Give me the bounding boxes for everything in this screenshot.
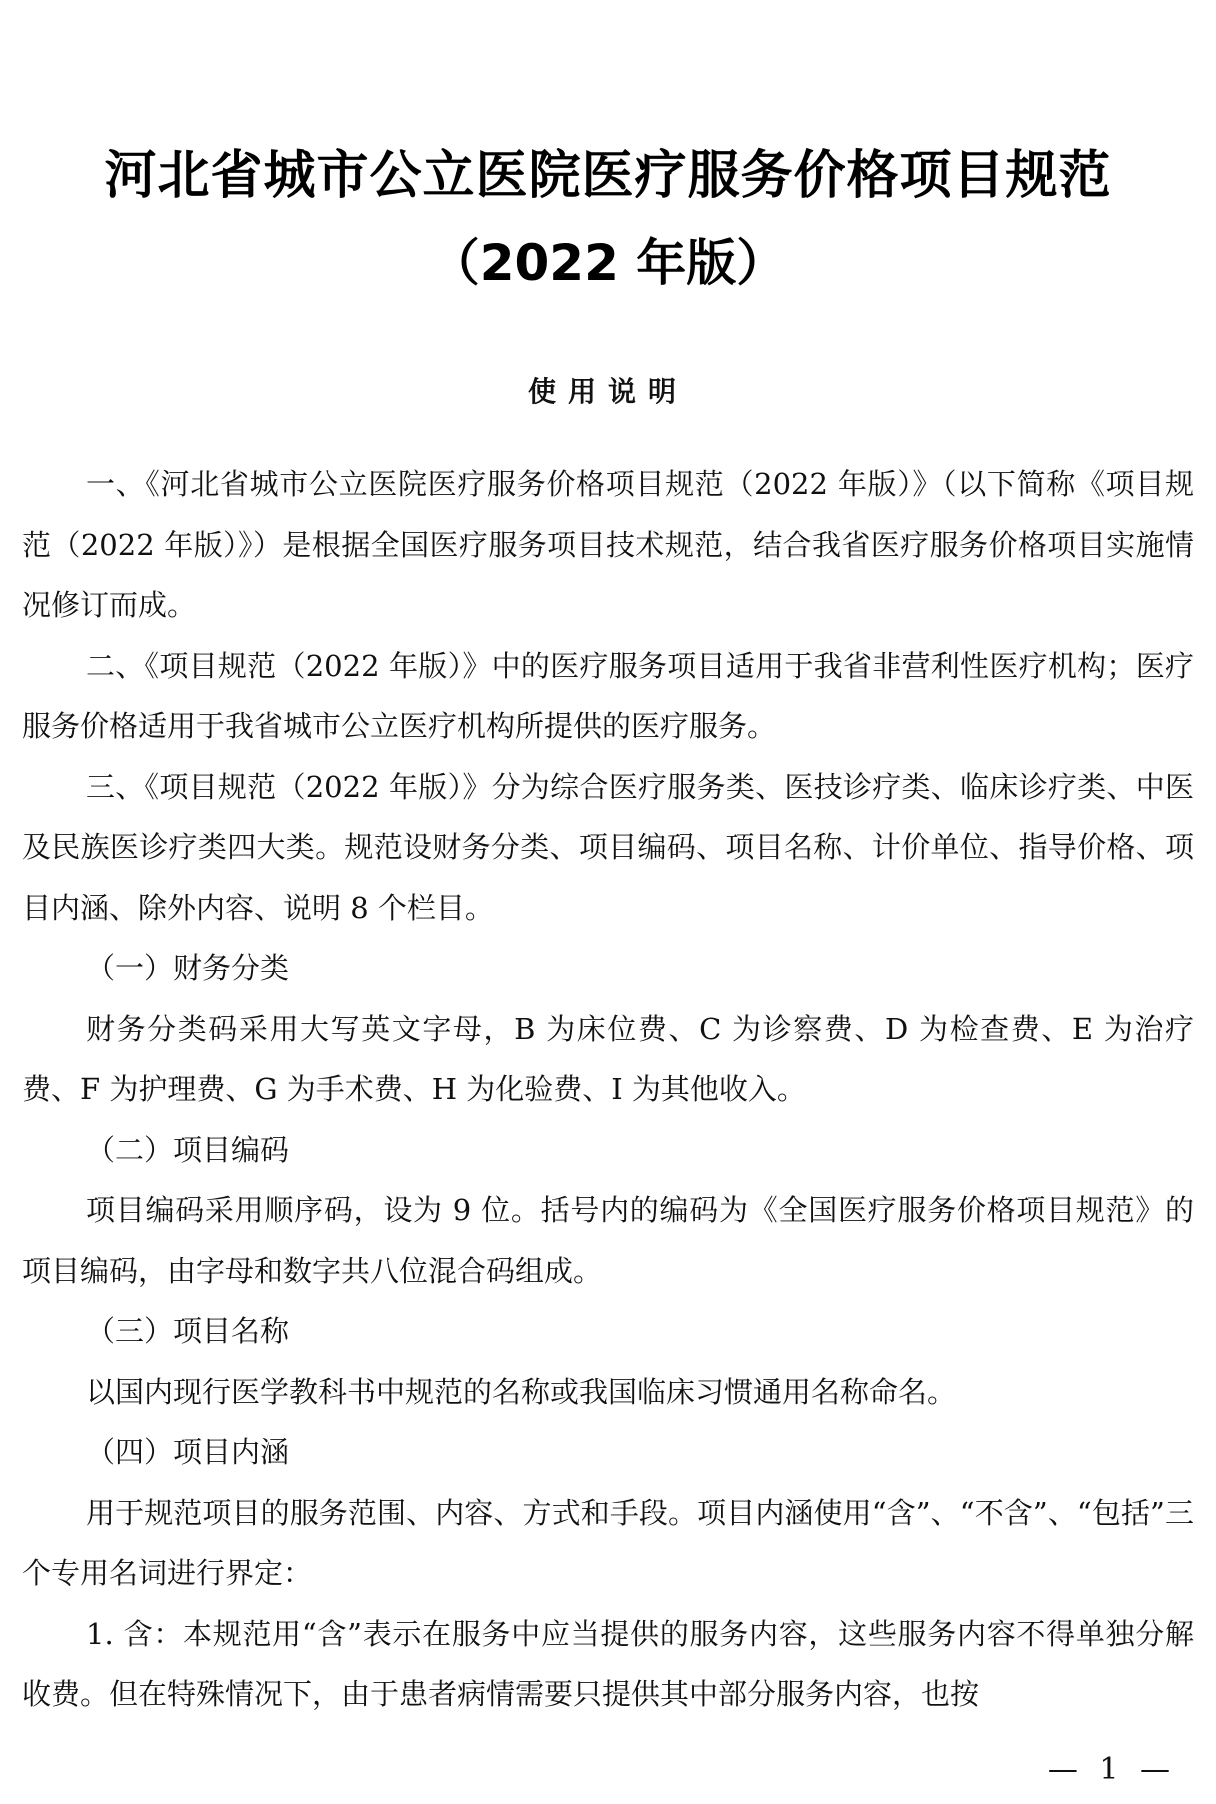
section-heading: 使用说明 xyxy=(527,375,688,408)
document-body xyxy=(22,454,1194,1725)
page-number: — 1 — xyxy=(1047,1752,1176,1787)
paragraph: 用于规范项目的服务范围、内容、方式和手段。项目内涵使用“含”、“不含”、“包括”三个专用名词进行界定： xyxy=(22,1495,1194,1590)
paragraph: 1. 含：本规范用“含”表示在服务中应当提供的服务内容，这些服务内容不得单独分解收费。但在特殊情况下，由于患者病情需要只提供其中部分服务内容，也按 xyxy=(22,1616,1194,1711)
paragraph: 项目编码采用顺序码，设为 9 位。括号内的编码为《全国医疗服务价格项目规范》的项目编码，由字母和数字共八位混合码组成。 xyxy=(22,1193,1194,1288)
paragraph: 一、《河北省城市公立医院医疗服务价格项目规范（2022 年版）》（以下简称《项目规范（2022 年版）》）是根据全国医疗服务项目技术规范，结合我省医疗服务价格项目实施情况修订而成。 xyxy=(22,467,1194,622)
paragraph: 三、《项目规范（2022 年版）》分为综合医疗服务类、医技诊疗类、临床诊疗类、中医及民族医诊疗类四大类。规范设财务分类、项目编码、项目名称、计价单位、指导价格、项目内涵、除外内容、说明 8 个栏目。 xyxy=(22,769,1194,925)
subsection-heading: （四）项目内涵 xyxy=(86,1435,290,1469)
subsection-heading: （一）财务分类 xyxy=(86,951,290,985)
subsection-heading: （二）项目编码 xyxy=(86,1132,290,1167)
paragraph: 财务分类码采用大写英文字母，B 为床位费、C 为诊察费、D 为检查费、E 为治疗费、F 为护理费、G 为手术费、H 为化验费、I 为其他收入。 xyxy=(22,1011,1194,1106)
paragraph: 以国内现行医学教科书中规范的名称或我国临床习惯通用名称命名。 xyxy=(86,1374,957,1409)
document-title: 河北省城市公立医院医疗服务价格项目规范 xyxy=(104,146,1112,206)
document-title-edition: （2022 年版） xyxy=(429,234,787,292)
paragraph: 二、《项目规范（2022 年版）》中的医疗服务项目适用于我省非营利性医疗机构；医疗服务价格适用于我省城市公立医疗机构所提供的医疗服务。 xyxy=(22,648,1194,743)
subsection-heading: （三）项目名称 xyxy=(86,1314,290,1348)
